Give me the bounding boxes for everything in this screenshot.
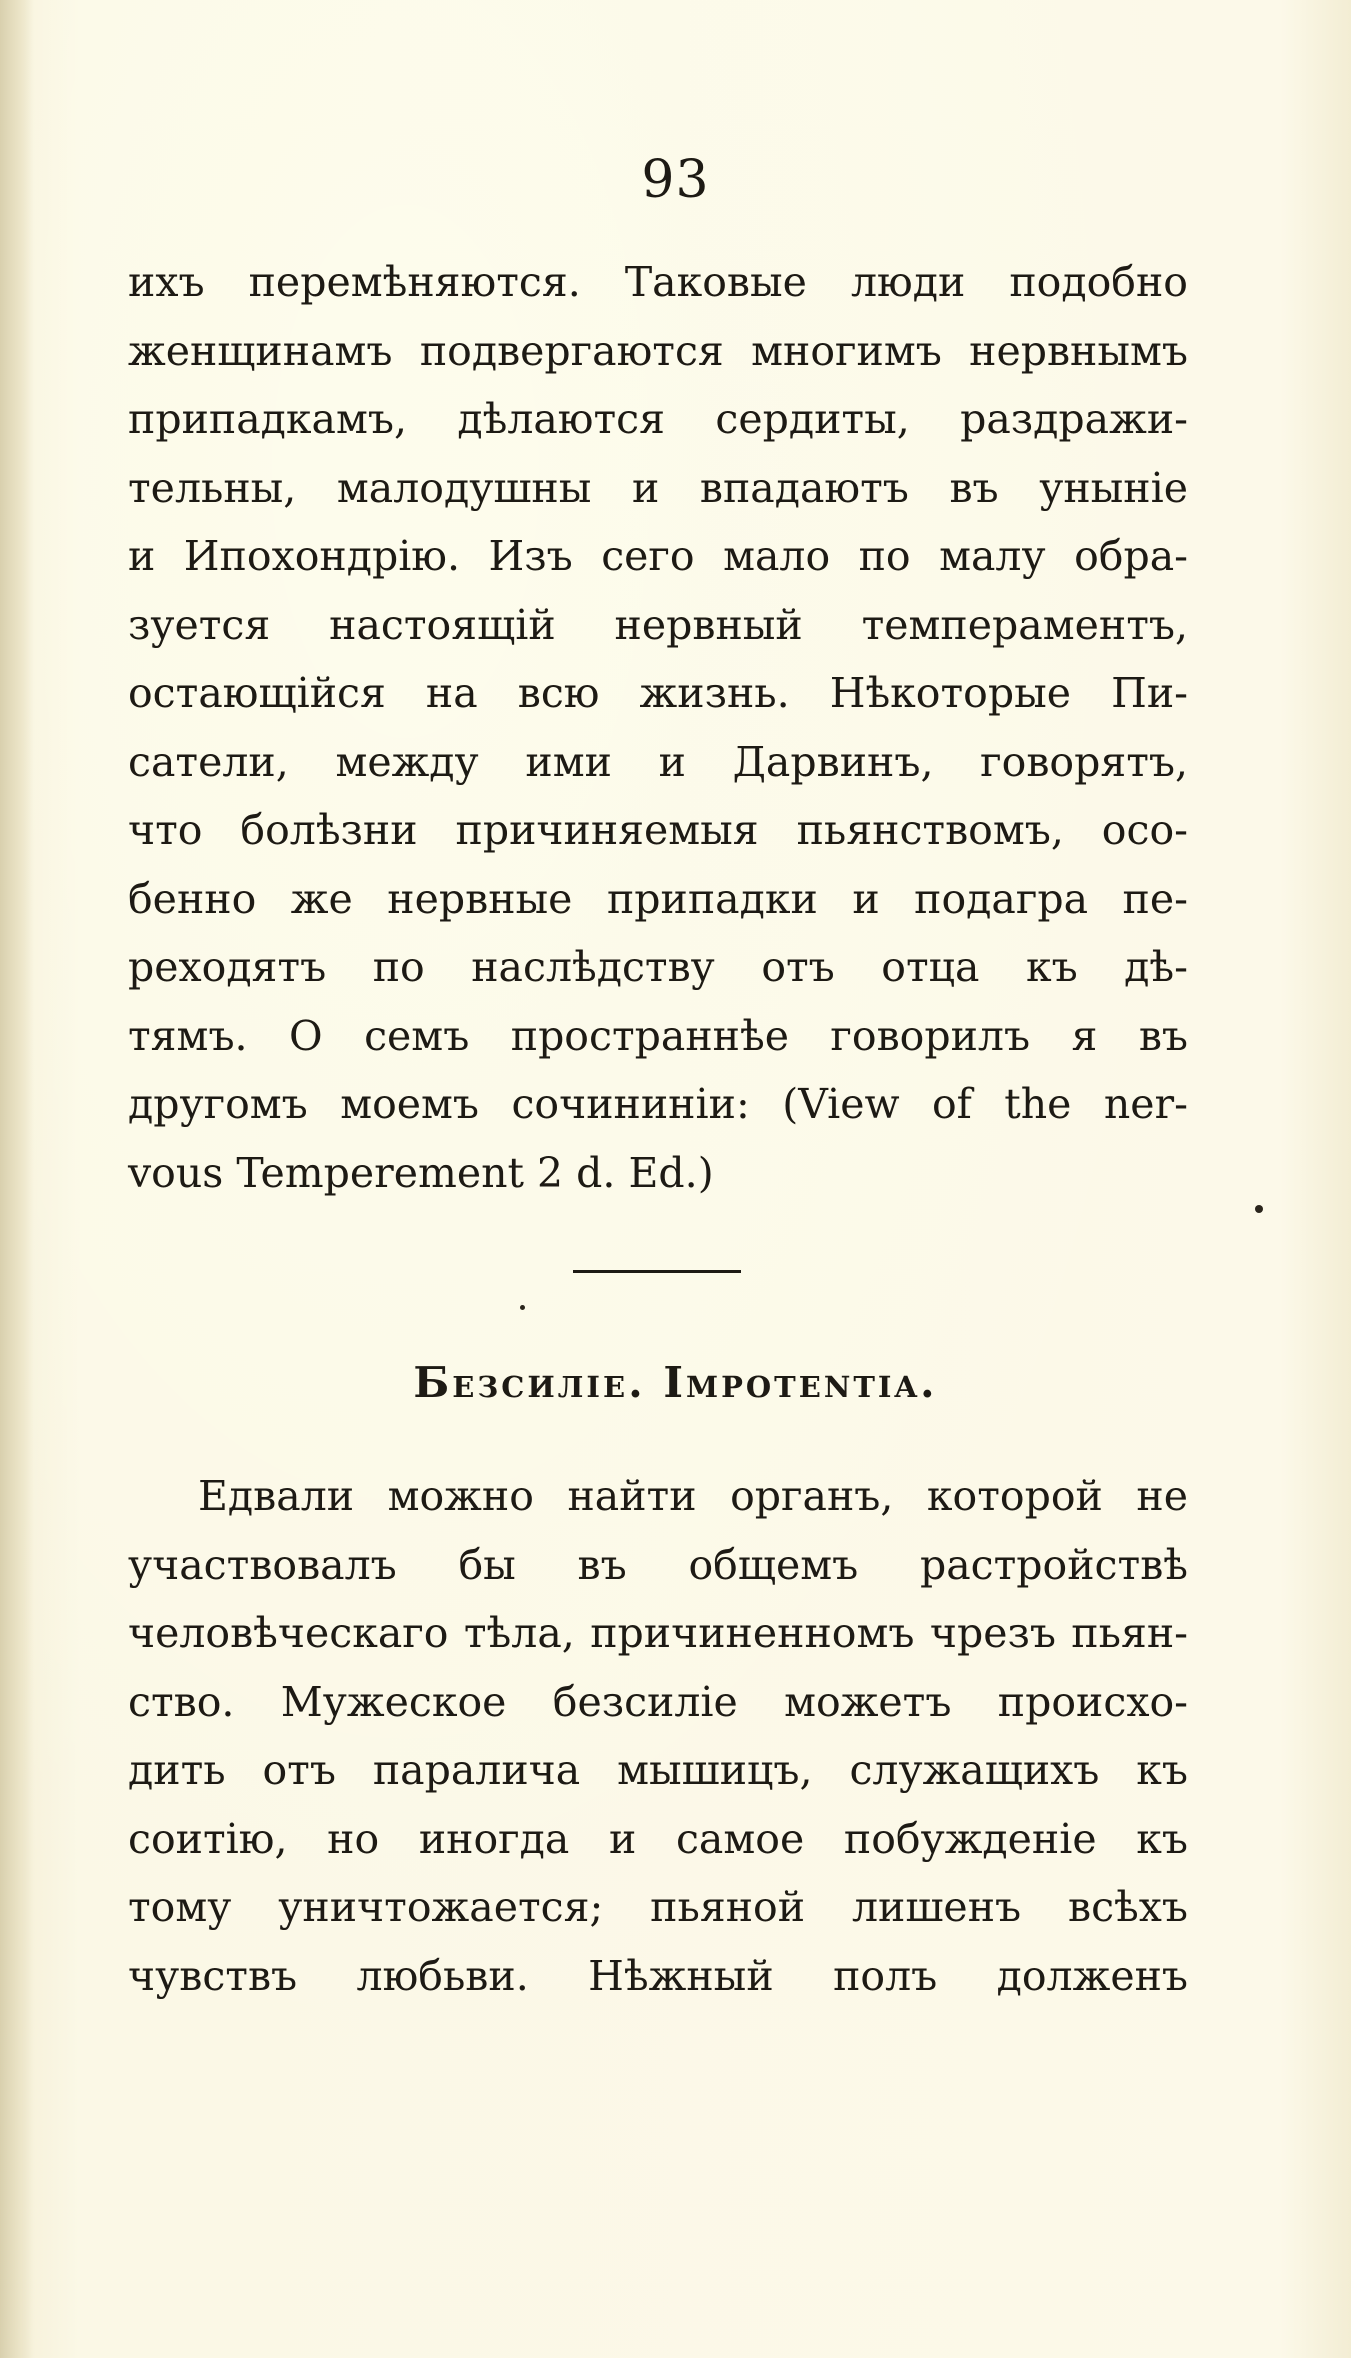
text-line: ихъ перемѣняются. Таковые люди подобно xyxy=(128,258,1188,306)
ink-speck xyxy=(520,1305,525,1310)
text-line: тельны, малодушны и впадаютъ въ уныніе xyxy=(128,463,1188,512)
text-line: сатели, между ими и Дарвинъ, говорятъ, xyxy=(128,737,1188,786)
page-gutter-shadow xyxy=(0,0,34,2358)
text-line: реходятъ по наслѣдству отъ отца къ дѣ- xyxy=(128,943,1188,991)
text-line: чувствъ любьви. Нѣжный полъ долженъ xyxy=(128,1951,1188,2000)
text-line: остающійся на всю жизнь. Нѣкоторые Пи- xyxy=(128,669,1188,717)
text-line: соитію, но иногда и самое побужденіе къ xyxy=(128,1814,1188,1863)
text-line: Едвали можно найти органъ, которой не xyxy=(198,1472,1188,1520)
section-divider-rule xyxy=(573,1270,741,1273)
text-line: vous Temperement 2 d. Ed.) xyxy=(128,1148,714,1197)
text-line: тямъ. О семъ пространнѣе говорилъ я въ xyxy=(128,1011,1188,1060)
text-line: женщинамъ подвергаются многимъ нервнымъ xyxy=(128,326,1188,375)
page-number: 93 xyxy=(641,150,710,210)
text-line: зуется настоящій нервный темпераментъ, xyxy=(128,600,1188,649)
ink-speck xyxy=(1255,1205,1263,1213)
text-line: что болѣзни причиняемыя пьянствомъ, осо- xyxy=(128,806,1188,854)
paragraph-impotentia xyxy=(128,1462,1188,2010)
text-line: ство. Мужеское безсиліе можетъ происхо- xyxy=(128,1677,1188,1726)
text-line: бенно же нервные припадки и подагра пе- xyxy=(128,874,1188,923)
text-line: тому уничтожается; пьяной лишенъ всѣхъ xyxy=(128,1883,1188,1931)
text-line: другомъ моемъ сочининіи: (View of the ner- xyxy=(128,1080,1188,1128)
text-line: и Ипохондрію. Изъ сего мало по малу обра- xyxy=(128,532,1188,580)
text-line: дить отъ паралича мышицъ, служащихъ къ xyxy=(128,1746,1188,1794)
text-line: человѣческаго тѣла, причиненномъ чрезъ пьян- xyxy=(128,1609,1188,1657)
section-heading: Безсиліе. Impotentia. xyxy=(413,1358,938,1407)
text-line: припадкамъ, дѣлаются сердиты, раздражи- xyxy=(128,395,1188,443)
text-line: участвовалъ бы въ общемъ растройствѣ xyxy=(128,1540,1188,1589)
paragraph-continuation xyxy=(128,248,1188,1207)
